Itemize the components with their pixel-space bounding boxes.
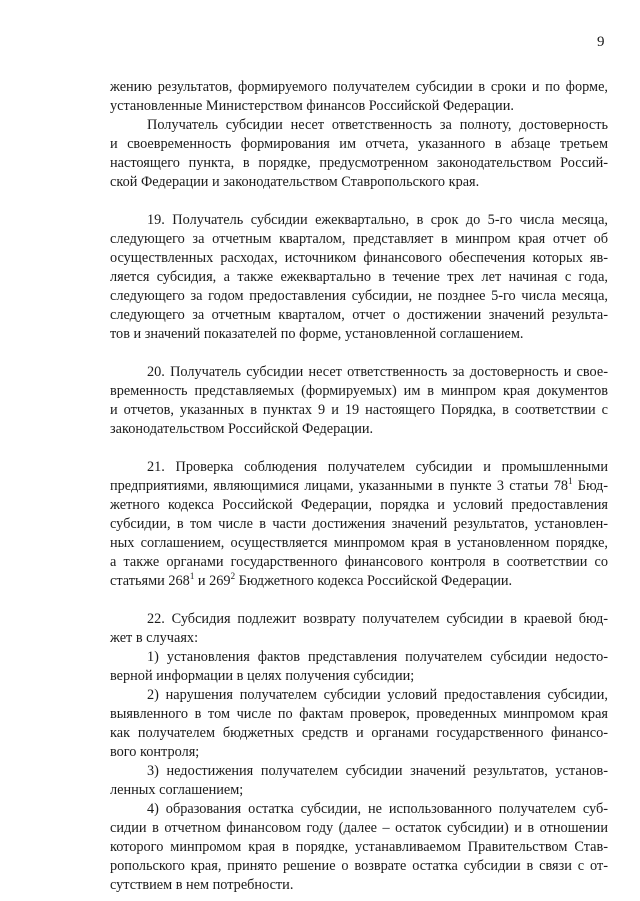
text-line — [110, 249, 608, 268]
page-number: 9 — [597, 34, 605, 50]
text-line — [110, 97, 608, 116]
text-line — [110, 401, 608, 420]
paragraph — [110, 458, 608, 591]
text-line — [110, 78, 608, 97]
superscript: 2 — [230, 571, 236, 582]
text-run: следующего за годом предоставления субсидии, не позднее 5-го числа месяца, — [110, 288, 608, 304]
paragraph — [110, 686, 608, 705]
text-line — [110, 572, 608, 591]
text-line — [110, 857, 608, 876]
text-line — [110, 268, 608, 287]
text-line — [110, 781, 608, 800]
text-run: тов и значений показателей по форме, установленной соглашением. — [110, 326, 524, 342]
text-line — [110, 363, 608, 382]
text-line — [110, 325, 608, 344]
text-run: вого контроля; — [110, 744, 200, 760]
text-line — [110, 515, 608, 534]
text-line — [110, 173, 608, 192]
paragraph — [110, 648, 608, 667]
paragraph-spacer — [110, 591, 608, 610]
text-run: сутствием в нем потребности. — [110, 877, 294, 893]
paragraph — [110, 78, 608, 116]
text-line — [110, 819, 608, 838]
text-run: следующего за отчетным кварталом, представляет в минпром края отчет об — [110, 231, 608, 247]
text-run: статьями 268 — [110, 573, 190, 589]
text-run: ных соглашением, осуществляется минпромом края в установленном порядке, — [110, 535, 608, 551]
text-run: и 269 — [194, 573, 231, 589]
text-line — [110, 800, 608, 819]
text-line — [110, 382, 608, 401]
paragraph — [110, 781, 608, 800]
text-line — [110, 458, 608, 477]
text-run: 1) установления фактов представления получателем субсидии недосто- — [147, 649, 608, 665]
text-run: предприятиями, являющимися лицами, указанными в пункте 3 статьи 78 — [110, 478, 569, 494]
text-line — [110, 135, 608, 154]
superscript: 1 — [189, 571, 195, 582]
paragraph — [110, 629, 608, 648]
text-run: Бюджетного кодекса Российской Федерации. — [235, 573, 513, 589]
text-line — [110, 629, 608, 648]
text-run: а также органами государственного финансового контроля в соответствии со — [110, 554, 608, 570]
text-run: 19. Получатель субсидии ежеквартально, в срок до 5-го числа месяца, — [147, 212, 608, 228]
text-run: сидии в отчетном финансовом году (далее – остаток субсидии) и в отношении — [110, 820, 608, 836]
text-line — [110, 762, 608, 781]
superscript: 1 — [568, 476, 573, 487]
paragraph — [110, 363, 608, 439]
text-run: временность представляемых (формируемых) им в минпром края документов — [110, 383, 608, 399]
text-run: 21. Проверка соблюдения получателем субсидии и промышленными — [147, 459, 608, 475]
text-run: и своевременность формирования им отчета, указанного в абзаце третьем — [110, 136, 608, 152]
paragraph — [110, 610, 608, 629]
text-line — [110, 838, 608, 857]
text-run: 4) образования остатка субсидии, не использованного получателем суб- — [147, 801, 608, 817]
paragraph — [110, 116, 608, 192]
text-line — [110, 610, 608, 629]
paragraph — [110, 819, 608, 895]
text-line — [110, 686, 608, 705]
text-line — [110, 724, 608, 743]
text-run: следующего за отчетным кварталом, отчет о достижении значений результа- — [110, 307, 608, 323]
text-run: 22. Субсидия подлежит возврату получателем субсидии в краевой бюд- — [147, 611, 608, 627]
text-run: Бюд- — [572, 478, 608, 494]
text-run: ской Федерации и законодательством Ставропольского края. — [110, 174, 480, 190]
paragraph — [110, 800, 608, 819]
text-run: 2) нарушения получателем субсидии условий предоставления субсидии, — [147, 687, 608, 703]
text-line — [110, 667, 608, 686]
paragraph — [110, 762, 608, 781]
text-run: которого минпромом края в порядке, устанавливаемом Правительством Став- — [110, 839, 608, 855]
text-line — [110, 648, 608, 667]
text-line — [110, 306, 608, 325]
text-line — [110, 154, 608, 173]
text-run: 20. Получатель субсидии несет ответственность за достоверность и свое- — [147, 364, 608, 380]
text-run: жению результатов, формируемого получателем субсидии в сроки и по форме, — [110, 79, 608, 95]
text-line — [110, 211, 608, 230]
paragraph — [110, 705, 608, 762]
paragraph — [110, 667, 608, 686]
text-run: верной информации в целях получения субсидии; — [110, 668, 415, 684]
text-run: и отчетов, указанных в пунктах 9 и 19 настоящего Порядка, в соответствии с — [110, 402, 608, 418]
document-body — [110, 78, 608, 895]
text-line — [110, 496, 608, 515]
text-run: Получатель субсидии несет ответственность за полноту, достоверность — [147, 117, 608, 133]
text-run: осуществленных расходах, источником финансового обеспечения которых яв- — [110, 250, 608, 266]
text-line — [110, 287, 608, 306]
text-line — [110, 420, 608, 439]
text-run: ляется субсидия, а также ежеквартально в течение трех лет начиная с года, — [110, 269, 608, 285]
text-line — [110, 876, 608, 895]
text-run: субсидии, в том числе в части достижения значений результатов, установлен- — [110, 516, 608, 532]
text-line — [110, 743, 608, 762]
text-run: выявленного в том числе по фактам проверок, проведенных минпромом края — [110, 706, 608, 722]
text-run: жетного кодекса Российской Федерации, порядка и условий предоставления — [110, 497, 608, 513]
text-run: ленных соглашением; — [110, 782, 244, 798]
text-run: законодательством Российской Федерации. — [110, 421, 374, 437]
paragraph-spacer — [110, 344, 608, 363]
text-run: установленные Министерством финансов Российской Федерации. — [110, 98, 514, 114]
text-run: жет в случаях: — [110, 630, 199, 646]
text-run: 3) недостижения получателем субсидии значений результатов, установ- — [147, 763, 608, 779]
text-line — [110, 116, 608, 135]
text-line — [110, 477, 608, 496]
text-run: ропольского края, принято решение о возврате остатка субсидии в связи с от- — [110, 858, 608, 874]
text-run: настоящего пункта, в порядке, предусмотренном законодательством Россий- — [110, 155, 608, 171]
text-line — [110, 230, 608, 249]
paragraph-spacer — [110, 439, 608, 458]
text-line — [110, 553, 608, 572]
text-line — [110, 534, 608, 553]
text-run: как получателем бюджетных средств и органами государственного финансо- — [110, 725, 608, 741]
paragraph — [110, 211, 608, 344]
paragraph-spacer — [110, 192, 608, 211]
text-line — [110, 705, 608, 724]
